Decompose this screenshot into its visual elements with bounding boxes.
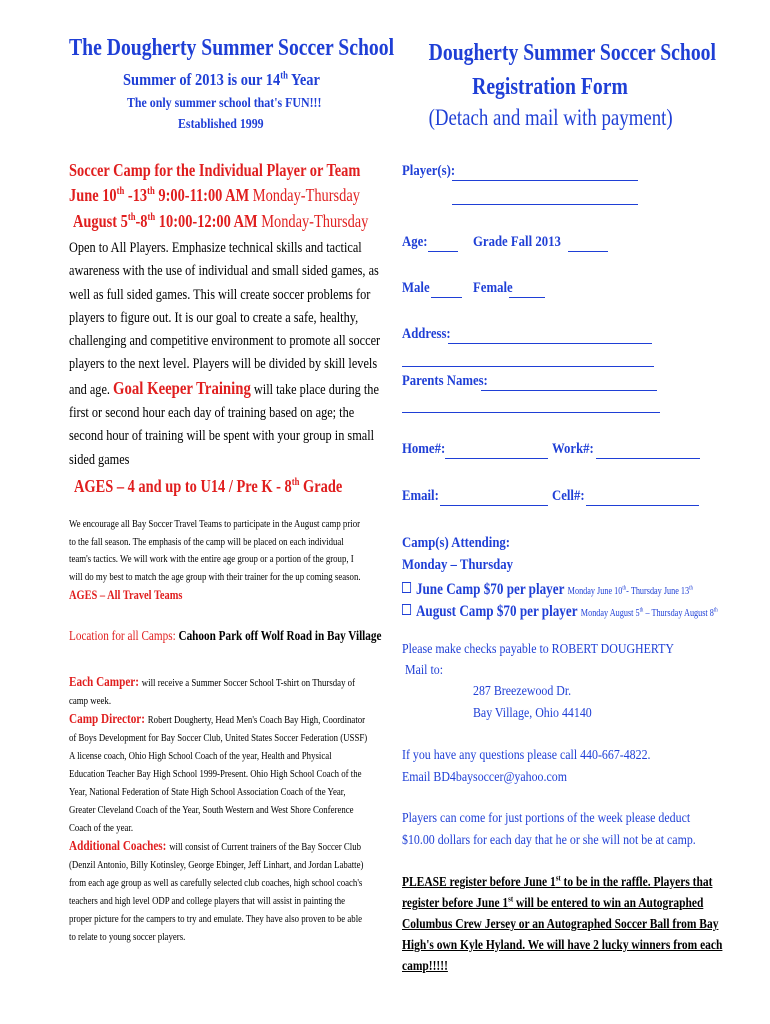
ages-line: AGES – 4 and up to U14 / Pre K - 8th Grade (74, 476, 343, 496)
checks-payable: Please make checks payable to ROBERT DOUGHERTY (402, 642, 674, 657)
form-title: Dougherty Summer Soccer School Registration Form (428, 40, 716, 100)
cell-phone-field[interactable]: Cell#: (552, 488, 585, 504)
checkbox-icon[interactable] (402, 582, 411, 593)
august-schedule: August 5th-8th 10:00-12:00 AM Monday-Thursday (73, 211, 369, 231)
players-line-2[interactable] (452, 204, 638, 205)
mailing-address-2: Bay Village, Ohio 44140 (473, 706, 592, 721)
checkbox-icon[interactable] (402, 604, 411, 615)
female-field[interactable]: Female (473, 280, 513, 296)
left-established: Established 1999 (178, 117, 264, 132)
grade-line[interactable] (568, 251, 608, 252)
camp-director: Camp Director: Robert Dougherty, Head Men's Coach Bay High, Coordinator of Boys Development for Bay Soccer Club, United States Soccer Federation (USSF) A license coach, Ohio High School Coach of the year, Health and Physical Education Teacher Bay High School 1999-Present. Ohio High School Coach of the Year, National Federation of State High School Association Coach of the Year, Greater Cleveland Coach of the Year, South Western and West Shore Conference Coach of the year. (69, 712, 368, 834)
left-title: The Dougherty Summer Soccer School (69, 35, 395, 61)
camps-days: Monday – Thursday (402, 557, 514, 573)
work-phone-field[interactable]: Work#: (552, 441, 594, 457)
mailing-address-1: 287 Breezewood Dr. (473, 684, 572, 699)
female-line[interactable] (509, 297, 545, 298)
additional-coaches: Additional Coaches: will consist of Current trainers of the Bay Soccer Club (Denzil Antonio, Billy Kotinsley, George Ebinger, Jeff Linhart, and Jordan Labatte) from each age group as well as carefully selected club coaches, high school coach's teachers and high level ODP and college players that will assist in painting the proper picture for the campers to try and emulate. They have also proven to be able to relate to young soccer players. (69, 839, 364, 943)
left-subtitle: Summer of 2013 is our 14th Year (123, 70, 320, 89)
address-line-1[interactable] (448, 343, 652, 344)
email-field[interactable]: Email: (402, 488, 439, 504)
left-tagline: The only summer school that's FUN!!! (127, 96, 322, 111)
grade-field[interactable]: Grade Fall 2013 (473, 234, 561, 250)
parents-line-2[interactable] (402, 412, 660, 413)
partial-week-note-1: Players can come for just portions of the week please deduct (402, 811, 691, 826)
parents-line-1[interactable] (481, 390, 657, 391)
travel-teams-text: We encourage all Bay Soccer Travel Teams to participate in the August camp prior to the fall season. The emphasis of the camp will be placed on each individual team's tactics. We will work with the entire age group or a portion of the group, I will do my best to match the age group with their trainer for the up coming season. AGES – All Travel Teams (69, 518, 361, 602)
location-line: Location for all Camps: Cahoon Park off Wolf Road in Bay Village (69, 629, 382, 644)
august-camp-option[interactable]: August Camp $70 per player Monday August 5th – Thursday August 8th (402, 603, 718, 621)
home-phone-field[interactable]: Home#: (402, 441, 446, 457)
address-field[interactable]: Address: (402, 326, 451, 342)
work-phone-line[interactable] (596, 458, 700, 459)
contact-email[interactable]: Email BD4baysoccer@yahoo.com (402, 770, 567, 785)
camp-heading: Soccer Camp for the Individual Player or Team (69, 160, 361, 180)
form-detach-note: (Detach and mail with payment) (428, 105, 673, 130)
players-field[interactable]: Player(s): (402, 163, 456, 179)
address-line-2[interactable] (402, 366, 654, 367)
each-camper: Each Camper: will receive a Summer Soccer School T-shirt on Thursday of camp week. (69, 675, 355, 707)
players-line-1[interactable] (452, 180, 638, 181)
email-line[interactable] (440, 505, 548, 506)
male-line[interactable] (431, 297, 462, 298)
mail-to-label: Mail to: (405, 663, 444, 678)
june-schedule: June 10th -13th 9:00-11:00 AM Monday-Thursday (69, 185, 360, 205)
parents-field[interactable]: Parents Names: (402, 373, 488, 389)
male-field[interactable]: Male (402, 280, 430, 296)
june-camp-option[interactable]: June Camp $70 per player Monday June 10th- Thursday June 13th (402, 581, 693, 599)
age-field[interactable]: Age: (402, 234, 428, 250)
partial-week-note-2: $10.00 dollars for each day that he or she will not be at camp. (402, 833, 696, 848)
raffle-notice: PLEASE register before June 1st to be in the raffle. Players that register before June 1st will be entered to win an Autographed Columbus Crew Jersey or an Autographed Soccer Ball from Bay High's own Kyle Hyland. We will have 2 lucky winners from each camp!!!!! (402, 873, 723, 974)
home-phone-line[interactable] (445, 458, 548, 459)
camps-heading: Camp(s) Attending: (402, 535, 511, 551)
cell-phone-line[interactable] (586, 505, 699, 506)
camp-description: Open to All Players. Emphasize technical skills and tactical awareness with the use of individual and small sided games, as well as full sided games. This will create soccer problems for players to figure out. It is our goal to create a safe, healthy, challenging and competitive environment to promote all soccer players to the next level. Players will be divided by skill levels and age. Goal Keeper Training will take place during the first or second hour each day of training based on age; the second hour of training will be spent with your group in small sided games (69, 240, 381, 468)
questions-phone: If you have any questions please call 440-667-4822. (402, 748, 651, 763)
age-line[interactable] (428, 251, 458, 252)
